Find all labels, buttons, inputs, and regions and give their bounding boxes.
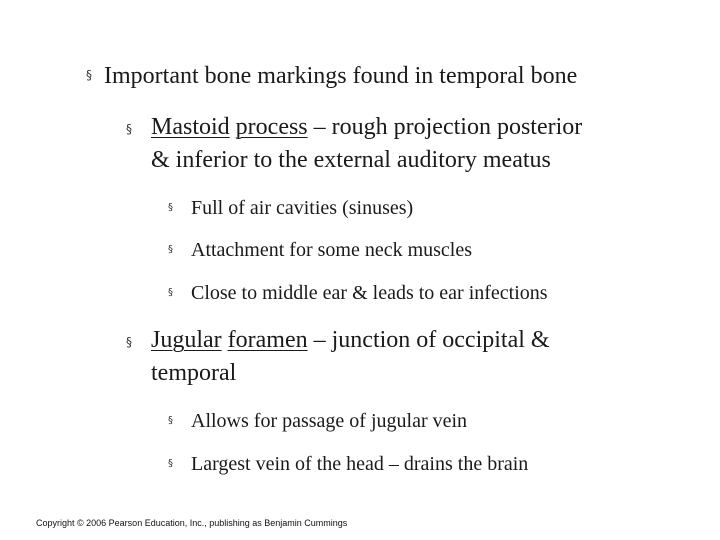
- bullet-icon: §: [126, 122, 132, 136]
- copyright-footer: Copyright © 2006 Pearson Education, Inc., publishing as Benjamin Cummings: [36, 518, 348, 528]
- jugular-sub-1: Allows for passage of jugular vein: [191, 410, 468, 432]
- jugular-sub-2: Largest vein of the head – drains the brain: [191, 453, 529, 475]
- bullet-icon: §: [168, 202, 173, 213]
- bullet-icon: §: [86, 68, 92, 82]
- mastoid-sub-3: Close to middle ear & leads to ear infections: [191, 282, 548, 304]
- jugular-bullet: [151, 324, 550, 357]
- mastoid-sub-2: Attachment for some neck muscles: [191, 239, 473, 261]
- term-process: process: [235, 114, 308, 140]
- bullet-icon: §: [168, 244, 173, 255]
- mastoid-bullet: [151, 111, 582, 144]
- mastoid-description: – rough projection posterior: [307, 114, 583, 140]
- jugular-description: – junction of occipital &: [307, 327, 550, 353]
- term-mastoid: Mastoid: [151, 114, 230, 140]
- mastoid-description-cont: & inferior to the external auditory meatus: [151, 147, 551, 173]
- main-bullet: Important bone markings found in temporal bone: [104, 63, 578, 89]
- mastoid-sub-1: Full of air cavities (sinuses): [191, 197, 414, 219]
- bullet-icon: §: [126, 335, 132, 349]
- bullet-icon: §: [168, 458, 173, 469]
- jugular-description-cont: temporal: [151, 360, 237, 386]
- bullet-icon: §: [168, 415, 173, 426]
- term-foramen: foramen: [227, 327, 308, 353]
- term-jugular: Jugular: [151, 327, 222, 353]
- bullet-icon: §: [168, 287, 173, 298]
